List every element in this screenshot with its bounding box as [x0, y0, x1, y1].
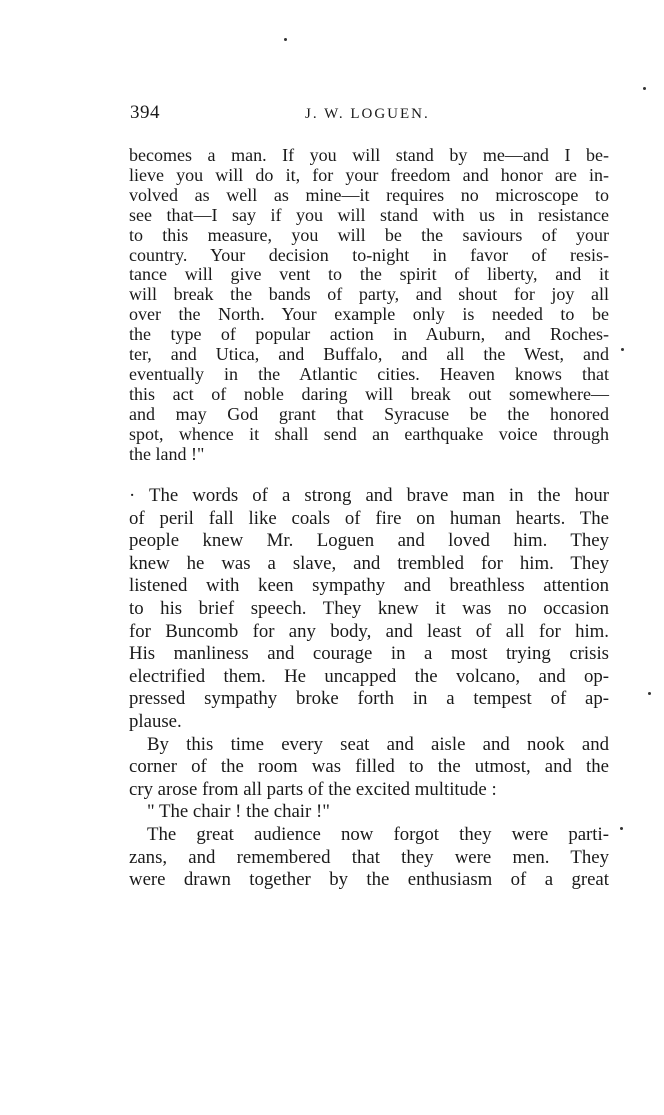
- body-line: zans, and remembered that they were men. They: [129, 846, 609, 868]
- quote-line: tance will give vent to the spirit of liberty, and it: [129, 264, 609, 285]
- quote-line: ter, and Utica, and Buffalo, and all the West, and: [129, 344, 609, 365]
- quote-line: volved as well as mine—it requires no microscope to: [129, 184, 609, 205]
- body-line: By this time every seat and aisle and nook and: [147, 733, 609, 755]
- body-line: for Buncomb for any body, and least of all for him.: [129, 620, 609, 642]
- body-line: listened with keen sympathy and breathless attention: [129, 575, 609, 597]
- narrative-text: [129, 485, 609, 892]
- page-speck: [643, 87, 646, 90]
- body-line: electrified them. He uncapped the volcano, and op-: [129, 665, 609, 687]
- quote-line: country. Your decision to-night in favor of resis-: [129, 244, 609, 265]
- page-speck: [620, 827, 623, 830]
- quote-line: spot, whence it shall send an earthquake voice through: [129, 423, 609, 444]
- body-line: corner of the room was filled to the utmost, and the: [129, 756, 609, 778]
- quote-line: will break the bands of party, and shout for joy all: [129, 284, 609, 305]
- body-line: were drawn together by the enthusiasm of a great: [129, 869, 609, 891]
- quote-line: over the North. Your example only is needed to be: [129, 304, 609, 325]
- body-line: · The words of a strong and brave man in the hour: [129, 485, 609, 506]
- quote-line: to this measure, you will be the saviours of your: [129, 224, 609, 245]
- body-line: pressed sympathy broke forth in a tempest of ap-: [129, 688, 609, 710]
- body-line: of peril fall like coals of fire on human hearts. The: [129, 507, 609, 529]
- body-line: people knew Mr. Loguen and loved him. They: [129, 530, 609, 552]
- body-line: to his brief speech. They knew it was no occasion: [129, 597, 609, 619]
- body-line: His manliness and courage in a most trying crisis: [129, 643, 609, 665]
- page-speck: [648, 692, 651, 695]
- quote-line: see that—I say if you will stand with us in resistance: [129, 204, 609, 225]
- quote-line: eventually in the Atlantic cities. Heaven knows that: [129, 363, 609, 384]
- quote-line: this act of noble daring will break out somewhere—: [129, 383, 609, 404]
- body-line: The great audience now forgot they were parti-: [147, 823, 609, 845]
- quote-line: becomes a man. If you will stand by me—and I be-: [129, 145, 609, 165]
- quote-line: the type of popular action in Auburn, and Roches-: [129, 324, 609, 345]
- body-line: " The chair ! the chair !": [147, 801, 330, 823]
- page-number: 394: [130, 102, 160, 123]
- quote-line: lieve you will do it, for your freedom and honor are in-: [129, 164, 609, 185]
- body-line: plause.: [129, 710, 182, 732]
- body-line: knew he was a slave, and trembled for him. They: [129, 552, 609, 574]
- page-speck: [621, 348, 624, 351]
- quote-line: and may God grant that Syracuse be the honored: [129, 403, 609, 424]
- page-header: [130, 98, 608, 128]
- page-speck: [284, 38, 287, 41]
- body-line: cry arose from all parts of the excited multitude :: [129, 778, 497, 800]
- running-head: J. W. LOGUEN.: [305, 106, 430, 122]
- quote-line: the land !": [129, 443, 205, 464]
- speech-quotation: [129, 146, 609, 465]
